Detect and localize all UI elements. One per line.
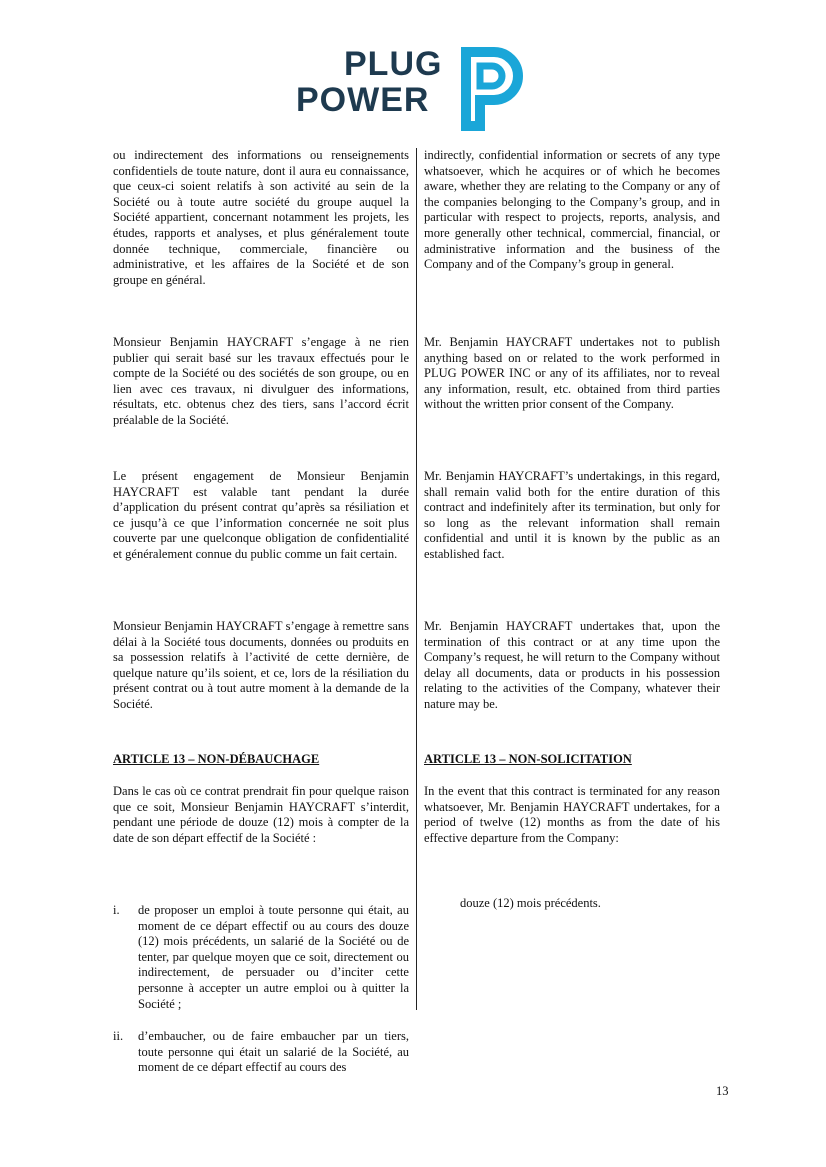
logo-line-2: POWER xyxy=(296,81,430,119)
logo-p-mark-icon xyxy=(460,46,530,132)
logo-line-1: PLUG xyxy=(344,45,443,83)
page-number: 13 xyxy=(716,1084,729,1098)
column-divider xyxy=(416,148,417,1010)
article-13-heading-fr: ARTICLE 13 – NON-DÉBAUCHAGE xyxy=(113,752,320,766)
non-solicitation-fr-paragraph: Dans le cas où ce contrat prendrait fin pour quelque raison que ce soit, Monsieur Benjamin HAYCRAFT s’interdit, pendant une période de douze (12) mois à compter de la date de son départ effectif de la Société : xyxy=(113,784,409,845)
confidentiality-fr-paragraph-4: Monsieur Benjamin HAYCRAFT s’engage à remettre sans délai à la Société tous documents, données ou produits en sa possession relatifs à l’activité de cette dernière, de quelque nature qu’ils soient, et ce, lors de la résiliation du présent contrat ou à tout autre moment à la demande de la Société. xyxy=(113,619,409,711)
confidentiality-en-paragraph-4: Mr. Benjamin HAYCRAFT undertakes that, upon the termination of this contract or at any time upon the Company’s request, he will return to the Company without delay all documents, data or products in his possession relating to the activities of the Company, whatever their nature may be. xyxy=(424,619,720,711)
list-item-ii-number: ii. xyxy=(113,1029,124,1043)
en-column-fragment: douze (12) mois précédents. xyxy=(460,896,601,910)
confidentiality-en-paragraph-2: Mr. Benjamin HAYCRAFT undertakes not to publish anything based on or related to the work performed in PLUG POWER INC or any of its affiliates, nor to reveal any information, result, etc. obtained from third parties without the written prior consent of the Company. xyxy=(424,335,720,412)
plug-power-logo xyxy=(296,46,532,134)
list-item-i-text: de proposer un emploi à toute personne qui était, au moment de ce départ effectif ou au cours des douze (12) mois précédents, un salarié de la Société ou de tenter, par quelque moyen que ce soit, directement ou indirectement, de persuader ou d’inciter cette personne à accepter un autre emploi ou à quitter la Société ; xyxy=(138,903,409,1011)
list-item-i-number: i. xyxy=(113,903,120,917)
confidentiality-fr-paragraph-3: Le présent engagement de Monsieur Benjamin HAYCRAFT est valable tant pendant la durée d’application du présent contrat qu’après sa résiliation et ce jusqu’à ce que l’information concernée ne soit plus couverte par une quelconque obligation de confidentialité et généralement connue du public comme un fait certain. xyxy=(113,469,409,561)
non-solicitation-en-paragraph: In the event that this contract is terminated for any reason whatsoever, Mr. Benjamin HAYCRAFT undertakes, for a period of twelve (12) months as from the date of his effective departure from the Company: xyxy=(424,784,720,845)
article-13-heading-en: ARTICLE 13 – NON-SOLICITATION xyxy=(424,752,632,766)
logo-wordmark xyxy=(296,46,442,118)
confidentiality-fr-paragraph-2: Monsieur Benjamin HAYCRAFT s’engage à ne rien publier qui serait basé sur les travaux effectués pour le compte de la Société ou des sociétés de son groupe, ou en lien avec ces travaux, ni divulguer des informations, résultats, etc. obtenus chez des tiers, sans l’accord écrit préalable de la Société. xyxy=(113,335,409,427)
confidentiality-en-paragraph-3: Mr. Benjamin HAYCRAFT’s undertakings, in this regard, shall remain valid both for the entire duration of this contract and indefinitely after its termination, but only for so long as the relevant information shall remain confidential and until it is known by the public as an established fact. xyxy=(424,469,720,561)
confidentiality-en-paragraph-1: indirectly, confidential information or secrets of any type whatsoever, which he acquires or of which he becomes aware, whether they are relating to the Company or any of the companies belonging to the Company’s group, and in particular with respect to projects, reports, analysis, and more generally other technical, commercial, financial, or administrative information and the business of the Company and of the Company’s group in general. xyxy=(424,148,720,272)
list-item-ii-text: d’embaucher, ou de faire embaucher par un tiers, toute personne qui était un salarié de la Société, au moment de ce départ effectif au cours des xyxy=(138,1029,409,1075)
confidentiality-fr-paragraph-1: ou indirectement des informations ou renseignements confidentiels de toute nature, dont il aura eu connaissance, que ceux-ci soient relatifs à son activité au sein de la Société ou à toute autre société du groupe auquel la Société appartient, concernant notamment les projets, les études, rapports et analyses, et plus généralement toute donnée technique, commerciale, financière ou administrative, et les affaires de la Société et de son groupe en général. xyxy=(113,148,409,287)
